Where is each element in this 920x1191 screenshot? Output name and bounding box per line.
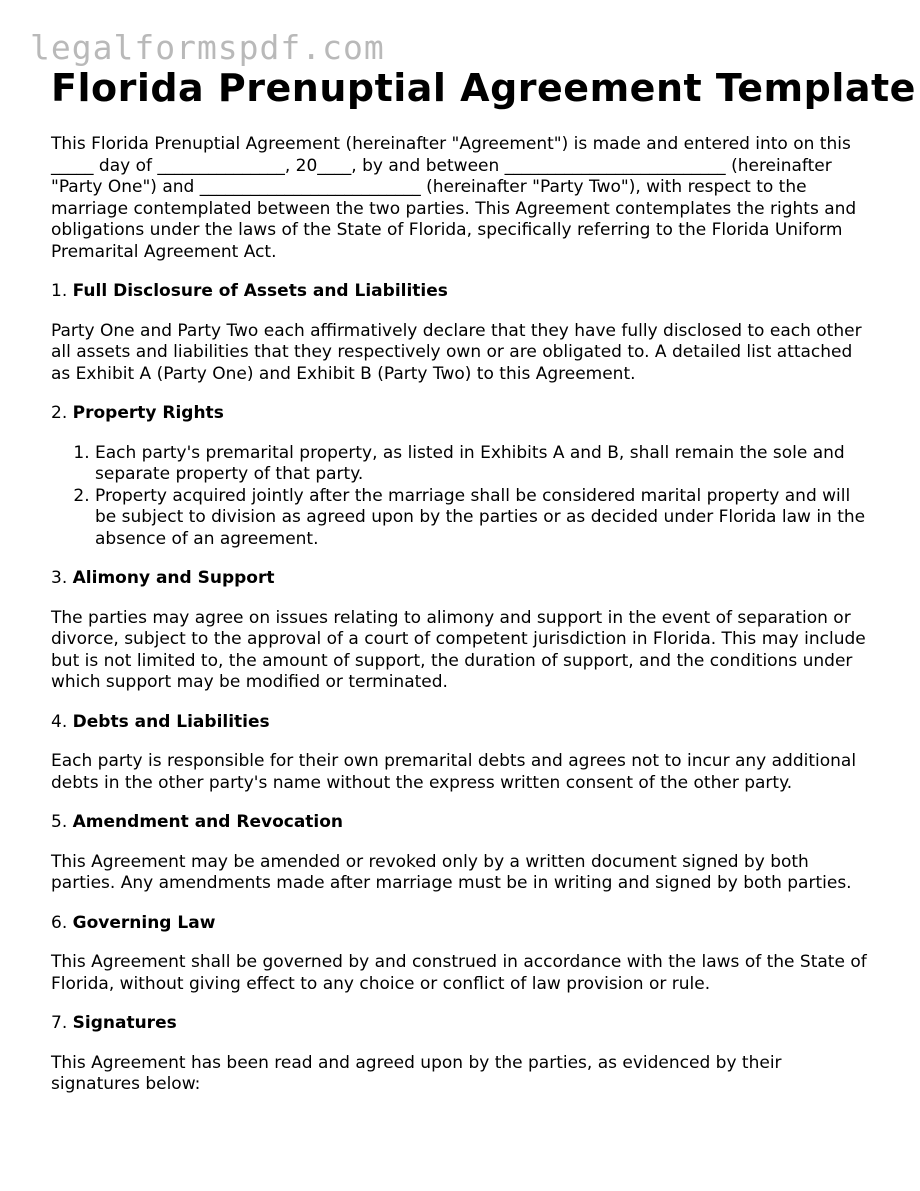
property-rights-list: [51, 443, 871, 551]
section-body-disclosure: Party One and Party Two each affirmatively declare that they have fully disclosed to each other all assets and liabilities that they respectively own or are obligated to. A detailed list attached as Exhibit A (Party One) and Exhibit B (Party Two) to this Agreement.: [51, 320, 862, 384]
section-heading-governing-law: 6. Governing Law: [51, 912, 216, 933]
intro-paragraph: This Florida Prenuptial Agreement (hereinafter "Agreement") is made and entered into on this _____ day of _______________, 20____, by and between __________________________ (hereinafter "Party One") and __________________________ (hereinafter "Party Two"), with respect to the marriage contemplated between the two parties. This Agreement contemplates the rights and obligations under the laws of the State of Florida, specifically referring to the Florida Uniform Premarital Agreement Act.: [51, 134, 857, 262]
section-body-alimony: The parties may agree on issues relating to alimony and support in the event of separation or divorce, subject to the approval of a court of competent jurisdiction in Florida. This may include but is not limited to, the amount of support, the duration of support, and the conditions under which support may be modified or terminated.: [51, 607, 866, 692]
section-body-amendment: This Agreement may be amended or revoked only by a written document signed by both parties. Any amendments made after marriage must be in writing and signed by both parties.: [51, 851, 852, 893]
section-heading-property: 2. Property Rights: [51, 403, 224, 423]
section-heading-debts: 4. Debts and Liabilities: [51, 711, 270, 732]
list-item: 2. Property acquired jointly after the marriage shall be considered marital property and will be subject to division as agreed upon by the parties or as decided under Florida law in the absence of an agreement.: [95, 486, 871, 551]
document-title: Florida Prenuptial Agreement Template: [51, 66, 916, 110]
section-body-debts: Each party is responsible for their own premarital debts and agrees not to incur any additional debts in the other party's name without the express written consent of the other party.: [51, 751, 857, 793]
section-heading-amendment: 5. Amendment and Revocation: [51, 812, 344, 832]
section-body-governing-law: This Agreement shall be governed by and construed in accordance with the laws of the State of Florida, without giving effect to any choice or conflict of law provision or rule.: [51, 952, 867, 994]
section-heading-disclosure: 1. Full Disclosure of Assets and Liabilities: [51, 281, 448, 301]
list-item: 1. Each party's premarital property, as listed in Exhibits A and B, shall remain the sole and separate property of that party.: [95, 443, 871, 486]
document-body: [51, 134, 871, 1114]
section-heading-alimony: 3. Alimony and Support: [51, 568, 275, 588]
section-body-signatures: This Agreement has been read and agreed upon by the parties, as evidenced by their signatures below:: [51, 1052, 782, 1094]
site-watermark: legalformspdf.com: [30, 28, 385, 67]
section-heading-signatures: 7. Signatures: [51, 1013, 177, 1033]
